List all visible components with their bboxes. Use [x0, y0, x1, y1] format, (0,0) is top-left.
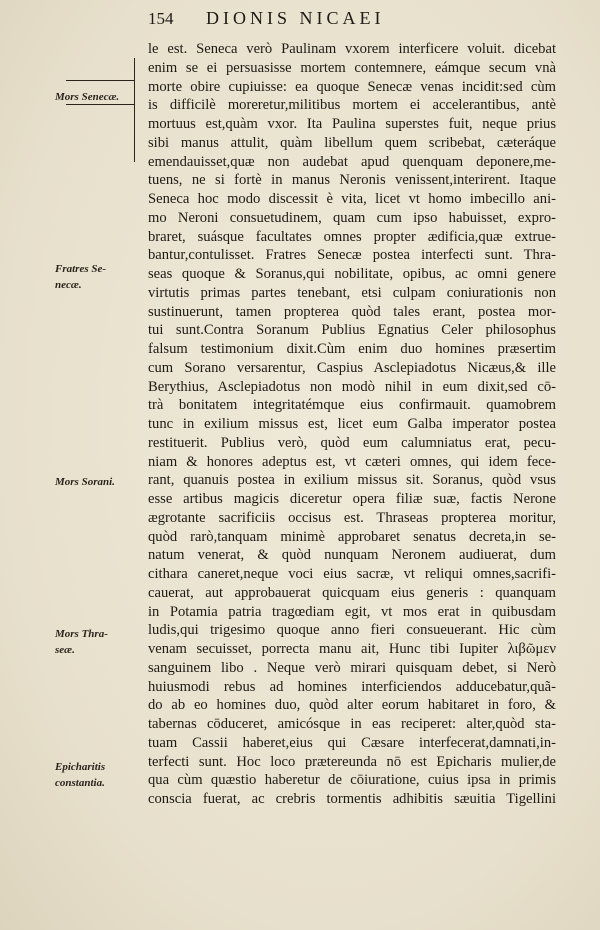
- text-line: cauerat, aut approbauerat quicquam eius generis : quanquam: [148, 584, 556, 601]
- text-line: sibi manus attulit, quàm libellum quem scribebat, cæteráque: [148, 134, 556, 151]
- margin-note-constantia: constantia.: [55, 777, 105, 789]
- margin-note-fratres-senecae-cont: necæ.: [55, 279, 82, 291]
- text-line: braret, suásque facultates omnes propter ædificia,quæ extrue-: [148, 228, 556, 245]
- text-line: sustinuerunt, tamen propterea quòd tales erant, postea mor-: [148, 303, 556, 320]
- text-line: rant, quanuis postea in exilium missus sit. Soranus, quòd vsus: [148, 472, 556, 489]
- text-line: morte obire cupiuisse: ea quoque Senecæ venas incidit:sed cùm: [148, 78, 556, 95]
- text-line: Berythius, Asclepiadotus non modò nihil in eum dixit,sed cō-: [148, 378, 556, 395]
- text-line: virtutis primas partes tenebant, etsi culpam coniurationis non: [148, 284, 556, 301]
- margin-bracket-arm: [66, 80, 134, 81]
- text-line: tui sunt.Contra Soranum Publius Egnatius Celer philosophus: [148, 322, 556, 339]
- body-text: [148, 40, 556, 809]
- text-line: is difficilè moreretur,militibus mortem ei accelerantibus, antè: [148, 97, 556, 114]
- margin-note-mors-thraseae-cont: seæ.: [55, 644, 75, 656]
- text-line: Seneca hoc modo discessit è vita, licet vt homo imbecillo ani-: [148, 191, 556, 207]
- text-line: tunc in exilium missus est, licet eum Galba imperator postea: [148, 416, 556, 432]
- text-line: cithara caneret,neque voci eius sacræ, vt reliqui omnes,sacrifi-: [148, 566, 556, 582]
- text-line: tuam Cassii haberet,eius qui Cæsare interfecerat,damnati,in-: [148, 734, 556, 751]
- text-line: emendauisset,quæ non audebat apud quenquam deponere,me-: [148, 153, 556, 170]
- margin-note-epicharitis: Epicharitis: [55, 761, 106, 773]
- margin-note-mors-thraseae: Mors Thra-: [55, 628, 108, 640]
- text-line: terfecti sunt. Hoc loco prætereunda nō est Epicharis mulier,de: [148, 753, 556, 770]
- margin-bracket: [134, 58, 145, 162]
- text-line: tabernas cōduceret, amicósque in eas reciperet: alter,quòd sta-: [148, 716, 556, 732]
- text-line: mortuus est,quàm vxor. Ita Paulina superstes fuit, neque prius: [148, 116, 556, 132]
- text-line: natum venerat, & quòd nunquam Neronem audiuerat, dum: [148, 547, 556, 564]
- text-line: huiusmodi rebus ad homines interficiendos adducebatur,quã-: [148, 678, 556, 695]
- page-header: [148, 8, 558, 29]
- text-line: sanguinem libo . Neque verò mirari quisquam debet, si Nerò: [148, 659, 556, 676]
- text-line: restituerit. Publius verò, quòd eum calumniatus erat, pecu-: [148, 434, 556, 451]
- text-line: bantur,contulisset. Fratres Senecæ postea interfecti sunt. Thra-: [148, 247, 556, 264]
- text-line: ægrotante sacrificiis occisus est. Thraseas propterea moritur,: [148, 509, 556, 526]
- text-line: seas quoque & Soranus,qui nobilitate, opibus, ac omni genere: [148, 266, 556, 282]
- margin-note-fratres-senecae: Fratres Se-: [55, 263, 107, 275]
- text-line: falsum testimonium dixit.Cùm enim duo homines præsertim: [148, 341, 556, 357]
- text-line: niam & honores adeptus est, vt cæteri omnes, qui idem fece-: [148, 453, 556, 470]
- margin-note-mors-sorani: Mors Sorani.: [55, 476, 115, 488]
- text-line: do ab eo homines duo, quòd alter eorum habitaret in foro, &: [148, 697, 556, 714]
- text-line: tuens, ne si fortè in manus Neronis venissent,interirent. Itaque: [148, 172, 556, 189]
- margin-note-mors-senecae: Mors Senecæ.: [55, 91, 120, 103]
- text-line: cum Sorano versarentur, Caspius Asclepiadotus Nicæus,& ille: [148, 359, 556, 376]
- text-line: enim se ei persuasisse mortem contemnere, eámque secum vnà: [148, 59, 556, 76]
- page-number: 154: [148, 9, 174, 28]
- text-line: quòd rarò,tanquam minimè approbaret senatus decreta,in se-: [148, 528, 556, 545]
- text-line: le est. Seneca verò Paulinam vxorem interficere voluit. dicebat: [148, 41, 556, 57]
- text-line: mo Neroni consuetudinem, quam cum ipso habuisset, expro-: [148, 209, 556, 226]
- text-line: ludis,qui trigesimo quoque anno fieri consueuerant. Hic cùm: [148, 622, 556, 639]
- text-line: venam secuisset, porrecta manu ait, Hunc tibi Iupiter λιβῶμεν: [148, 641, 556, 657]
- text-line: in Potamia patria tragœdiam egit, vt mos erat in quibusdam: [148, 603, 556, 620]
- text-line: trà bonitatem integritatémque eius confirmauit. quamobrem: [148, 397, 556, 414]
- text-line: conscia fuerat, ac crebris tormentis adhibitis sæuitia Tigellini: [148, 791, 556, 807]
- running-title: DIONIS NICAEI: [206, 8, 385, 28]
- text-line: qua cùm quæstio haberetur de cōiuratione, cuius ipsa in primis: [148, 772, 556, 789]
- text-line: esse artibus magicis diceretur opera filiæ suæ, factis Nerone: [148, 491, 556, 507]
